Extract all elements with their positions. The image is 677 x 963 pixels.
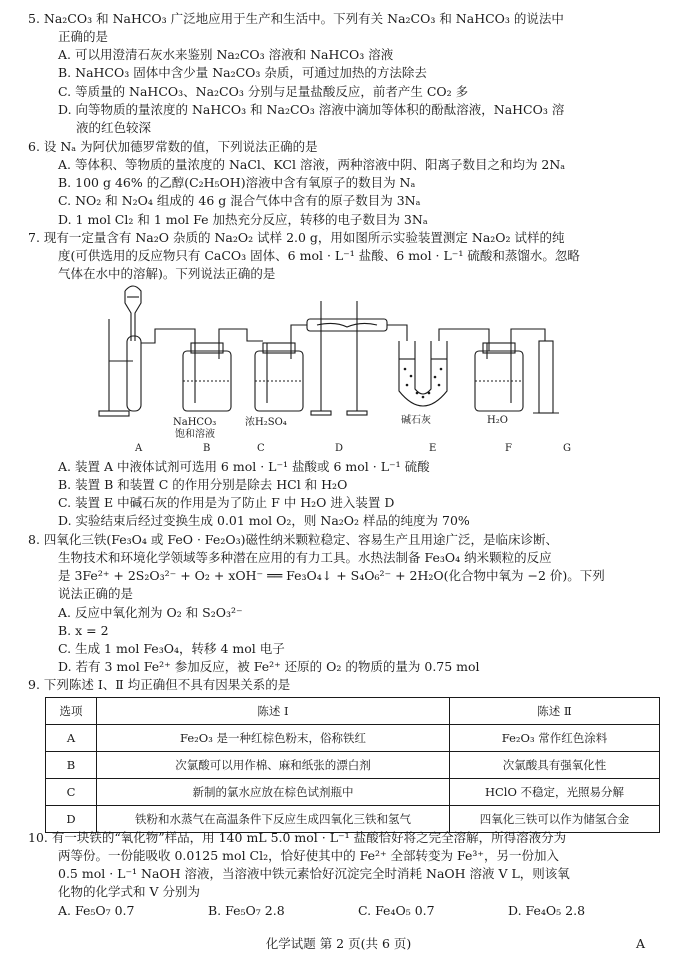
letter-d: D <box>335 443 344 454</box>
letter-c: C <box>257 443 265 454</box>
test-tube-a <box>127 336 141 411</box>
table-row <box>46 725 660 752</box>
q5-option-c: C. 等质量的 NaHCO₃、Na₂CO₃ 分别与足量盐酸反应，前者产生 CO₂ 多 <box>58 83 469 99</box>
letter-f: F <box>505 443 512 454</box>
table-header: 陈述 Ⅱ <box>450 698 660 725</box>
q8-stem-line4: 说法正确的是 <box>58 586 134 602</box>
table-cell: Fe₂O₃ 常作红色涂料 <box>450 725 660 752</box>
q7-option-b: B. 装置 B 和装置 C 的作用分别是除去 HCl 和 H₂O <box>58 477 348 493</box>
q7-option-d: D. 实验结束后经过变换生成 0.01 mol O₂，则 Na₂O₂ 样品的纯度为 70% <box>58 513 470 529</box>
table-row <box>46 779 660 806</box>
cylinder-g <box>539 341 553 413</box>
table-row <box>46 752 660 779</box>
q7-stem-line3: 气体在水中的溶解)。下列说法正确的是 <box>58 266 276 282</box>
tube-a-b <box>141 329 195 351</box>
table-header: 选项 <box>46 698 97 725</box>
letter-g: G <box>563 443 571 454</box>
question-10 <box>28 829 658 920</box>
q10-option-b: B. Fe₅O₇ 2.8 <box>208 902 285 918</box>
q5-option-b: B. NaHCO₃ 固体中含少量 Na₂CO₃ 杂质，可通过加热的方法除去 <box>58 65 427 81</box>
apparatus-figure <box>95 281 585 457</box>
paper-code: A <box>636 936 646 951</box>
letter-b: B <box>203 443 211 454</box>
tube-b-c <box>219 329 263 343</box>
table-cell: HClO 不稳定，光照易分解 <box>450 779 660 806</box>
q10-option-c: C. Fe₄O₅ 0.7 <box>358 902 435 918</box>
q8-option-a: A. 反应中氧化剂为 O₂ 和 S₂O₃²⁻ <box>58 604 243 620</box>
label-e: 碱石灰 <box>401 415 431 426</box>
q5-option-a: A. 可以用澄清石灰水来鉴别 Na₂CO₃ 溶液和 NaHCO₃ 溶液 <box>58 47 394 63</box>
label-f: H₂O <box>487 415 508 426</box>
table-cell: D <box>46 806 97 833</box>
q10-option-a: A. Fe₅O₇ 0.7 <box>58 902 135 918</box>
q6-option-d: D. 1 mol Cl₂ 和 1 mol Fe 加热充分反应，转移的电子数目为 3Nₐ <box>58 211 428 227</box>
table-cell: B <box>46 752 97 779</box>
table-cell: 次氯酸具有强氧化性 <box>450 752 660 779</box>
table-cell: C <box>46 779 97 806</box>
funnel-a <box>125 286 141 341</box>
stand-base-a <box>99 411 129 416</box>
question-5 <box>28 10 658 137</box>
table-cell: 次氯酸可以用作棉、麻和纸张的漂白剂 <box>97 752 450 779</box>
table-header-row <box>46 698 660 725</box>
apparatus-drawing <box>95 281 585 457</box>
q5-stem-line2: 正确的是 <box>58 29 109 45</box>
page-footer: 化学试题 第 2 页(共 6 页) <box>265 936 412 951</box>
letter-e: E <box>429 443 437 454</box>
table-cell: 铁粉和水蒸气在高温条件下反应生成四氧化三铁和氢气 <box>97 806 450 833</box>
label-b-line2: 饱和溶液 <box>175 429 215 440</box>
q7-option-a: A. 装置 A 中液体试剂可选用 6 mol · L⁻¹ 盐酸或 6 mol · L⁻¹ 硫酸 <box>58 459 430 474</box>
q5-stem-line1: 5. Na₂CO₃ 和 NaHCO₃ 广泛地应用于生产和生活中。下列有关 Na₂CO₃ 和 NaHCO₃ 的说法中 <box>28 11 564 26</box>
q5-option-d-line1: D. 向等物质的量浓度的 NaHCO₃ 和 Na₂CO₃ 溶液中滴加等体积的酚酞溶液，NaHCO₃ 溶 <box>58 101 565 117</box>
q10-stem-line2: 两等份。一份能吸收 0.0125 mol Cl₂，恰好使其中的 Fe²⁺ 全部转变为 Fe³⁺，另一份加入 <box>58 848 560 864</box>
question-7-options <box>28 458 658 531</box>
q6-option-b: B. 100 g 46% 的乙醇(C₂H₅OH)溶液中含有氧原子的数目为 Nₐ <box>58 175 416 191</box>
question-7-stem <box>28 229 658 283</box>
question-8 <box>28 531 658 676</box>
q8-option-c: C. 生成 1 mol Fe₃O₄，转移 4 mol 电子 <box>58 640 285 656</box>
q7-stem-line2: 度(可供选用的反应物只有 CaCO₃ 固体、6 mol · L⁻¹ 盐酸、6 mol · L⁻¹ 硫酸和蒸馏水。忽略 <box>58 248 580 264</box>
table-cell: A <box>46 725 97 752</box>
q6-option-c: C. NO₂ 和 N₂O₄ 组成的 46 g 混合气体中含有的原子数目为 3Nₐ <box>58 193 421 209</box>
q8-stem-line2: 生物技术和环境化学领域等多种潜在应用的有力工具。水热法制备 Fe₃O₄ 纳米颗粒的反应 <box>58 550 552 566</box>
q10-stem-line3: 0.5 mol · L⁻¹ NaOH 溶液，当溶液中铁元素恰好沉淀完全时消耗 NaOH 溶液 V L，则该氧 <box>58 866 570 882</box>
q8-option-b: B. x = 2 <box>58 622 109 638</box>
q7-option-c: C. 装置 E 中碱石灰的作用是为了防止 F 中 H₂O 进入装置 D <box>58 495 395 511</box>
tube-d-e <box>387 325 407 341</box>
label-c: 浓H₂SO₄ <box>245 417 287 428</box>
table-cell: Fe₂O₃ 是一种红棕色粉末，俗称铁红 <box>97 725 450 752</box>
q8-stem-line1: 8. 四氧化三铁(Fe₃O₄ 或 FeO · Fe₂O₃)磁性纳米颗粒稳定、容易生产且用途广泛，是临床诊断、 <box>28 532 558 547</box>
q10-option-d: D. Fe₄O₅ 2.8 <box>508 902 586 918</box>
table-cell: 四氧化三铁可以作为储氢合金 <box>450 806 660 833</box>
q10-options <box>58 902 658 920</box>
q9-stem: 9. 下列陈述 Ⅰ、Ⅱ 均正确但不具有因果关系的是 <box>28 677 291 692</box>
question-6 <box>28 138 658 229</box>
q10-stem-line4: 化物的化学式和 V 分别为 <box>58 884 200 900</box>
q6-stem: 6. 设 Nₐ 为阿伏加德罗常数的值，下列说法正确的是 <box>28 139 318 154</box>
tube-c-d <box>291 325 307 343</box>
question-9 <box>28 676 658 694</box>
q9-table <box>45 697 660 833</box>
table-header: 陈述 Ⅰ <box>97 698 450 725</box>
letter-a: A <box>135 443 143 454</box>
q8-option-d: D. 若有 3 mol Fe²⁺ 参加反应，被 Fe²⁺ 还原的 O₂ 的物质的量为 0.75 mol <box>58 658 480 674</box>
q6-option-a: A. 等体积、等物质的量浓度的 NaCl、KCl 溶液，两种溶液中阴、阳离子数目之和均为 2Nₐ <box>58 157 566 173</box>
q7-stem-line1: 7. 现有一定量含有 Na₂O 杂质的 Na₂O₂ 试样 2.0 g，用如图所示实验装置测定 Na₂O₂ 试样的纯 <box>28 230 565 245</box>
label-b-line1: NaHCO₃ <box>173 417 217 428</box>
q10-stem-line1: 10. 有一块铁的“氧化物”样品，用 140 mL 5.0 mol · L⁻¹ 盐酸恰好将之完全溶解，所得溶液分为 <box>28 830 567 845</box>
q8-stem-line3: 是 3Fe²⁺ + 2S₂O₃²⁻ + O₂ + xOH⁻ ══ Fe₃O₄↓ + S₄O₆²⁻ + 2H₂O(化合物中氧为 −2 价)。下列 <box>58 568 605 584</box>
q5-option-d-line2: 液的红色较深 <box>76 119 152 135</box>
table-cell: 新制的氯水应放在棕色试剂瓶中 <box>97 779 450 806</box>
